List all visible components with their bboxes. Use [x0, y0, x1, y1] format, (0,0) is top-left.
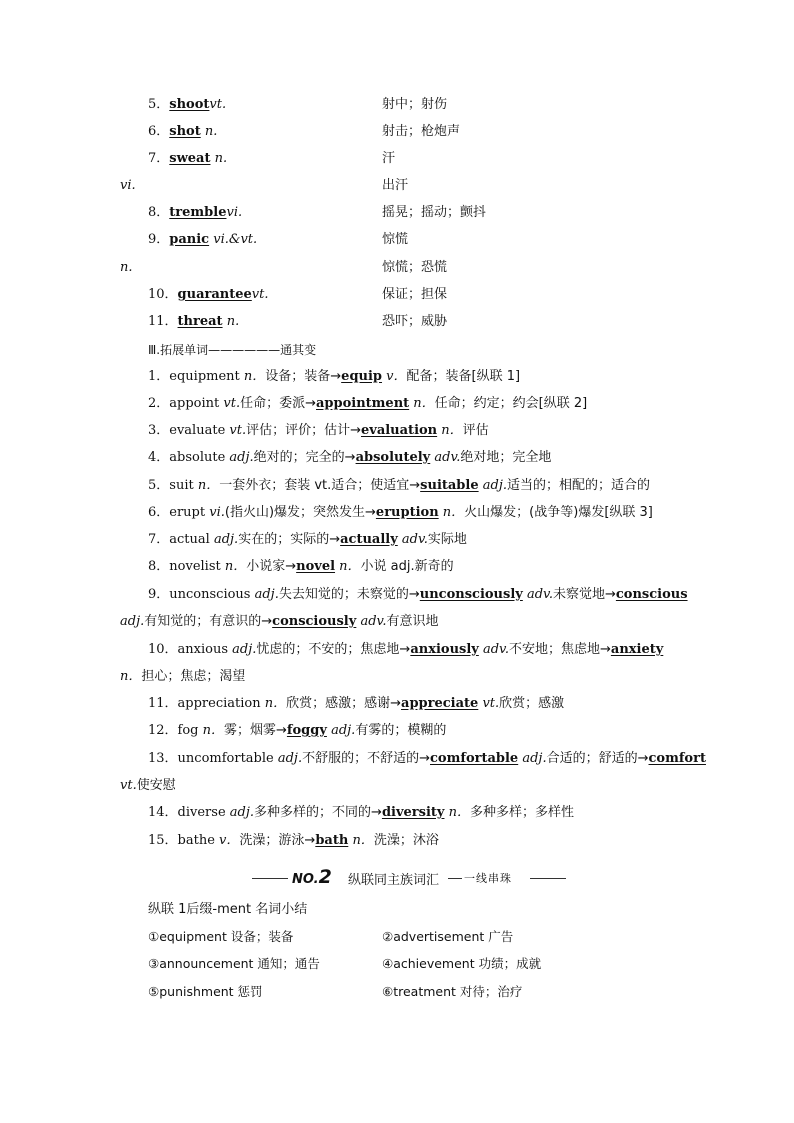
answer-word: shot — [169, 124, 201, 139]
answer-word: bath — [315, 833, 349, 848]
meaning: 适当的；相配的；适合的 — [507, 478, 651, 493]
meaning: 洗澡；游泳→ — [239, 833, 316, 848]
suffix-word: ③announcement 通知；通告 — [148, 956, 320, 971]
part-of-speech: n． — [202, 723, 225, 738]
meaning: 摇晃；摇动；颤抖 — [382, 205, 487, 220]
answer-word: conscious — [615, 587, 688, 602]
meaning: 不舒服的；不舒适的→ — [302, 751, 431, 766]
word-entry: 2．appoint — [148, 396, 224, 411]
section-banner — [252, 866, 572, 890]
meaning: 未察觉地→ — [552, 587, 616, 602]
suffix-word: ⑤punishment 惩罚 — [148, 984, 263, 999]
meaning: 有知觉的；有意识的→ — [144, 614, 273, 629]
list-item — [148, 831, 708, 851]
item-number: 9． — [148, 232, 170, 247]
part-of-speech: vi. — [120, 178, 136, 193]
answer-word: foggy — [286, 723, 327, 738]
word-entry: 10．anxious — [148, 642, 233, 657]
word-entry: 3．evaluate — [148, 423, 230, 438]
meaning: 忧虑的；不安的；焦虑地→ — [256, 642, 411, 657]
meaning: 评估 — [462, 423, 489, 438]
meaning: 失去知觉的；未察觉的→ — [278, 587, 420, 602]
part-of-speech: vt. — [251, 287, 269, 302]
list-item — [148, 803, 708, 823]
list-item — [148, 557, 708, 577]
answer-word: anxiously — [410, 642, 479, 657]
meaning: 欣赏；感激 — [499, 696, 565, 711]
meaning: 小说家→ — [246, 559, 297, 574]
part-of-speech: v． — [219, 833, 240, 848]
list-item — [120, 176, 680, 196]
list-item — [120, 122, 680, 142]
group-title: 纵联 1后缀-ment 名词小结 — [148, 902, 308, 917]
meaning: 不安地；焦虑地→ — [508, 642, 611, 657]
answer-word: appreciate — [401, 696, 479, 711]
meaning: 任命；委派→ — [240, 396, 316, 411]
list-item — [148, 694, 708, 714]
word-entry: 11．appreciation — [148, 696, 265, 711]
meaning: 出汗 — [382, 178, 409, 193]
banner-title: 纵联同主族词汇 — [348, 873, 440, 888]
banner-subtitle: 一线串珠 — [464, 872, 512, 885]
word-entry: 8．novelist — [148, 559, 225, 574]
word-entry: 5．suit — [148, 478, 198, 493]
list-item — [120, 203, 680, 223]
part-of-speech: adv. — [434, 450, 461, 465]
word-entry: 7．actual — [148, 532, 214, 547]
list-item-continued — [120, 612, 680, 632]
meaning: 惊慌 — [382, 232, 409, 247]
part-of-speech: adj. — [229, 805, 255, 820]
part-of-speech: vi. — [226, 205, 243, 220]
suffix-row — [120, 982, 680, 1002]
meaning: 洗澡；沐浴 — [373, 833, 439, 848]
divider — [530, 878, 566, 879]
part-of-speech: adv. — [401, 532, 428, 547]
meaning: 小说 adj.新奇的 — [360, 559, 454, 574]
part-of-speech: adj. — [277, 751, 303, 766]
answer-word: threat — [177, 314, 223, 329]
part-of-speech: adj. — [120, 614, 145, 629]
part-of-speech: adj. — [213, 532, 239, 547]
part-of-speech: adj. — [229, 450, 254, 465]
item-number: 7． — [148, 151, 170, 166]
part-of-speech: adj. — [482, 478, 507, 493]
answer-word: absolutely — [355, 450, 431, 465]
meaning: 评估；评价；估计→ — [246, 423, 361, 438]
meaning: 使安慰 — [136, 778, 176, 793]
list-item-continued — [120, 667, 680, 687]
part-of-speech: n． — [120, 669, 142, 684]
list-item — [120, 95, 680, 115]
list-item — [148, 476, 708, 496]
suffix-word: ④achievement 功绩；成就 — [382, 956, 542, 971]
item-number: 8． — [148, 205, 170, 220]
part-of-speech: n． — [197, 478, 220, 493]
list-item — [148, 530, 708, 550]
part-of-speech: n. — [226, 314, 240, 329]
part-of-speech: n. — [214, 151, 228, 166]
list-item-continued — [120, 776, 680, 796]
word-entry: 1．equipment — [148, 369, 244, 384]
list-item — [148, 721, 708, 741]
answer-word: comfortable — [430, 751, 519, 766]
word-entry: 6．erupt — [148, 505, 210, 520]
answer-word: unconsciously — [419, 587, 523, 602]
answer-word: suitable — [420, 478, 479, 493]
meaning: (指火山)爆发；突然发生→ — [224, 505, 376, 520]
part-of-speech: vt. — [223, 396, 241, 411]
meaning: 恐吓；威胁 — [382, 314, 448, 329]
part-of-speech: adj. — [232, 642, 257, 657]
answer-word: eruption — [375, 505, 439, 520]
suffix-row — [120, 954, 680, 974]
part-of-speech: vi. — [209, 505, 225, 520]
part-of-speech: n. — [204, 124, 218, 139]
meaning: 设备；装备→ — [265, 369, 342, 384]
part-of-speech: n． — [243, 369, 266, 384]
word-entry: 13．uncomfortable — [148, 751, 278, 766]
part-of-speech: adj. — [331, 723, 356, 738]
meaning: 有意识地 — [386, 614, 439, 629]
word-entry: 15．bathe — [148, 833, 220, 848]
answer-word: appointment — [316, 396, 410, 411]
answer-word: evaluation — [361, 423, 438, 438]
answer-word: actually — [340, 532, 398, 547]
part-of-speech: n． — [442, 505, 465, 520]
meaning: 射击；枪炮声 — [382, 124, 461, 139]
list-item — [148, 640, 708, 660]
meaning: 实在的；实际的→ — [238, 532, 341, 547]
item-number: 5． — [148, 97, 170, 112]
answer-word: sweat — [169, 151, 211, 166]
part-of-speech: v． — [386, 369, 407, 384]
meaning: 绝对的；完全的→ — [253, 450, 356, 465]
answer-word: anxiety — [610, 642, 664, 657]
answer-word: diversity — [381, 805, 445, 820]
banner-number: NO.2 — [292, 866, 332, 888]
list-item — [148, 503, 708, 523]
suffix-word: ⑥treatment 对待；治疗 — [382, 984, 523, 999]
meaning: 惊慌；恐慌 — [382, 260, 448, 275]
meaning: 合适的；舒适的→ — [546, 751, 649, 766]
part-of-speech: n． — [264, 696, 287, 711]
meaning: 保证；担保 — [382, 287, 448, 302]
meaning: 实际地 — [427, 532, 467, 547]
part-of-speech: n． — [448, 805, 470, 820]
divider — [448, 878, 462, 879]
meaning: 担心；焦虑；渴望 — [141, 669, 246, 684]
suffix-word: ②advertisement 广告 — [382, 929, 514, 944]
meaning: 配备；装备[纵联 1] — [406, 369, 521, 384]
meaning: 汗 — [382, 151, 396, 166]
answer-word: consciously — [272, 614, 357, 629]
meaning: 一套外衣；套装 vt.适合；使适宜→ — [219, 478, 421, 493]
answer-word: guarantee — [177, 287, 252, 302]
part-of-speech: n． — [441, 423, 463, 438]
list-item — [120, 258, 680, 278]
part-of-speech: adv. — [482, 642, 509, 657]
word-entry: 4．absolute — [148, 450, 230, 465]
part-of-speech: adv. — [360, 614, 387, 629]
item-number: 11． — [148, 314, 178, 329]
meaning: 绝对地；完全地 — [460, 450, 552, 465]
list-item — [120, 285, 680, 305]
meaning: 多种多样；多样性 — [469, 805, 574, 820]
list-item — [148, 421, 708, 441]
divider — [252, 878, 288, 879]
word-entry: 9．unconscious — [148, 587, 255, 602]
answer-word: shoot — [169, 97, 210, 112]
word-entry: 12．fog — [148, 723, 203, 738]
answer-word: panic — [169, 232, 210, 247]
item-number: 10． — [148, 287, 178, 302]
part-of-speech: vt. — [209, 97, 227, 112]
part-of-speech: adj. — [522, 751, 547, 766]
list-item — [120, 149, 680, 169]
list-item — [148, 585, 708, 605]
answer-word: novel — [296, 559, 336, 574]
list-item — [148, 749, 708, 769]
answer-word: tremble — [169, 205, 227, 220]
part-of-speech: n． — [352, 833, 374, 848]
part-of-speech: adj. — [254, 587, 279, 602]
part-of-speech: vt. — [482, 696, 500, 711]
meaning: 雾；烟雾→ — [224, 723, 287, 738]
list-item — [120, 230, 680, 250]
meaning: 有雾的；模糊的 — [355, 723, 447, 738]
part-of-speech: n． — [413, 396, 435, 411]
list-item — [120, 312, 680, 332]
suffix-row — [120, 927, 680, 947]
word-entry: 14．diverse — [148, 805, 230, 820]
meaning: 多种多样的；不同的→ — [254, 805, 382, 820]
meaning: 欣赏；感激；感谢→ — [286, 696, 402, 711]
meaning: 火山爆发；(战争等)爆发[纵联 3] — [464, 505, 653, 520]
answer-word: comfort — [648, 751, 706, 766]
part-of-speech: adv. — [526, 587, 553, 602]
list-item — [148, 448, 708, 468]
answer-word: equip — [341, 369, 383, 384]
part-of-speech: vi.&vt. — [213, 232, 258, 247]
list-item — [148, 367, 708, 387]
meaning: 任命；约定；约会[纵联 2] — [434, 396, 588, 411]
meaning: 射中；射伤 — [382, 97, 448, 112]
part-of-speech: n. — [120, 260, 133, 275]
part-of-speech: vt. — [120, 778, 137, 793]
part-of-speech: vt. — [229, 423, 247, 438]
suffix-word: ①equipment 设备；装备 — [148, 929, 294, 944]
list-item — [148, 394, 708, 414]
item-number: 6． — [148, 124, 170, 139]
part-of-speech: n． — [224, 559, 247, 574]
section-heading: Ⅲ.拓展单词——————通其变 — [148, 343, 317, 357]
part-of-speech: n． — [339, 559, 361, 574]
